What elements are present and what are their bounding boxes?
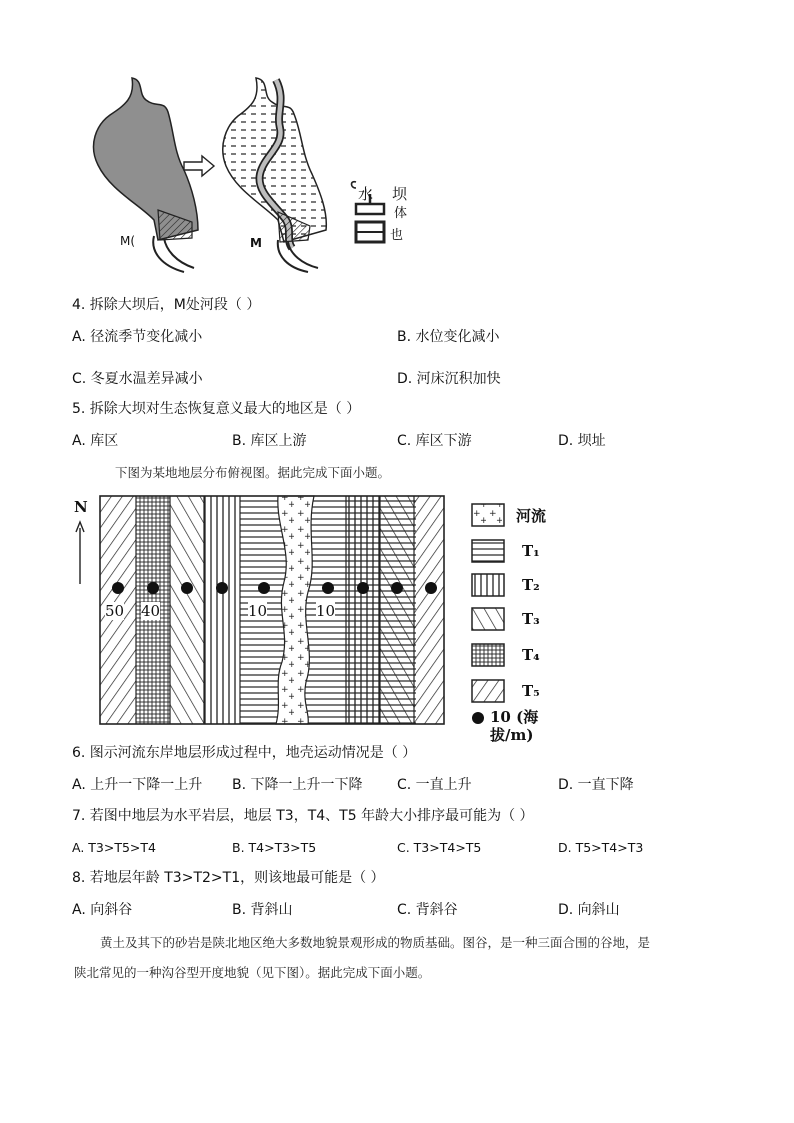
- q8-option-b[interactable]: B. 背斜山: [232, 902, 293, 918]
- elev-label-40: 40: [141, 602, 161, 620]
- legend-t4-label: T₄: [522, 646, 540, 664]
- elev-label-10-east: 10: [316, 602, 336, 620]
- dam-char-4: 也: [390, 228, 404, 243]
- q6-option-d[interactable]: D. 一直下降: [558, 777, 634, 793]
- m-label-left: M(: [120, 234, 136, 248]
- q7-option-d[interactable]: D. T5>T4>T3: [558, 840, 644, 855]
- question-4-stem: 4. 拆除大坝后，M处河段（ ）: [72, 297, 261, 313]
- elev-dot-6: [322, 582, 334, 594]
- q5-option-d[interactable]: D. 坝址: [558, 433, 606, 449]
- q8-option-d[interactable]: D. 向斜山: [558, 902, 620, 918]
- q4-option-b[interactable]: B. 水位变化减小: [397, 329, 500, 345]
- loess-intro-line-1: 黄土及其下的砂岩是陕北地区绝大多数地貌景观形成的物质基础。图谷，是一种三面合围的谷地，是: [100, 935, 651, 950]
- band-t3-west: [170, 496, 204, 724]
- elev-dot-4: [216, 582, 228, 594]
- elev-dot-9: [425, 582, 437, 594]
- question-7-stem: 7. 若图中地层为水平岩层，地层 T3，T4、T5 年龄大小排序最可能为（ ）: [72, 808, 534, 824]
- q5-option-c[interactable]: C. 库区下游: [397, 433, 472, 449]
- q6-option-a[interactable]: A. 上升一下降一上升: [72, 777, 203, 793]
- elev-dot-2: [147, 582, 159, 594]
- elev-dot-8: [391, 582, 403, 594]
- m-label-right: M: [250, 236, 262, 250]
- question-6-stem: 6. 图示河流东岸地层形成过程中，地壳运动情况是（ ）: [72, 745, 417, 761]
- q6-option-b[interactable]: B. 下降一上升一下降: [232, 777, 363, 793]
- q4-option-a[interactable]: A. 径流季节变化减小: [72, 329, 203, 345]
- band-t2-east: [346, 496, 380, 724]
- q8-option-a[interactable]: A. 向斜谷: [72, 902, 133, 918]
- band-t2-west: [204, 496, 240, 724]
- dam-char-2: 坝: [392, 185, 408, 203]
- q7-option-b[interactable]: B. T4>T3>T5: [232, 840, 317, 855]
- legend-river-label: 河流: [516, 507, 547, 525]
- elev-dot-7: [357, 582, 369, 594]
- dam-char-3: 体: [394, 206, 408, 221]
- band-t5-east: [414, 496, 444, 724]
- dam-char-1: 水: [358, 185, 374, 203]
- north-arrow: [76, 522, 84, 584]
- legend-t3-label: T₃: [522, 610, 540, 628]
- q7-option-a[interactable]: A. T3>T5>T4: [72, 840, 156, 855]
- transition-arrow: [184, 156, 214, 176]
- legend-t1-label: T₁: [522, 542, 540, 560]
- q7-option-c[interactable]: C. T3>T4>T5: [397, 840, 482, 855]
- legend-swatches: [472, 504, 504, 724]
- reservoir-before: [94, 78, 198, 272]
- q5-option-b[interactable]: B. 库区上游: [232, 433, 307, 449]
- q8-option-c[interactable]: C. 背斜谷: [397, 902, 458, 918]
- loess-intro-line-2: 陕北常见的一种沟谷型开度地貌（见下图）。据此完成下面小题。: [74, 965, 431, 980]
- q4-option-d[interactable]: D. 河床沉积加快: [397, 371, 501, 387]
- band-t3-east: [380, 496, 414, 724]
- legend-elevation-label: 10 (海拔/m): [490, 708, 539, 744]
- north-label: N: [74, 498, 88, 516]
- strata-figure: [70, 492, 570, 744]
- elev-label-50: 50: [105, 602, 125, 620]
- elev-label-10-west: 10: [248, 602, 268, 620]
- strata-intro: 下图为某地地层分布俯视图。据此完成下面小题。: [115, 465, 391, 480]
- legend-t5-label: T₅: [522, 682, 540, 700]
- question-5-stem: 5. 拆除大坝对生态恢复意义最大的地区是（ ）: [72, 401, 361, 417]
- q6-option-c[interactable]: C. 一直上升: [397, 777, 472, 793]
- reservoir-after: [223, 78, 327, 272]
- legend-t2-label: T₂: [522, 576, 540, 594]
- dam-removal-figure: [80, 70, 420, 280]
- elev-dot-5: [258, 582, 270, 594]
- elev-dot-1: [112, 582, 124, 594]
- q5-option-a[interactable]: A. 库区: [72, 433, 119, 449]
- question-8-stem: 8. 若地层年龄 T3>T2>T1，则该地最可能是（ ）: [72, 870, 385, 886]
- elev-dot-3: [181, 582, 193, 594]
- q4-option-c[interactable]: C. 冬夏水温差异减小: [72, 371, 203, 387]
